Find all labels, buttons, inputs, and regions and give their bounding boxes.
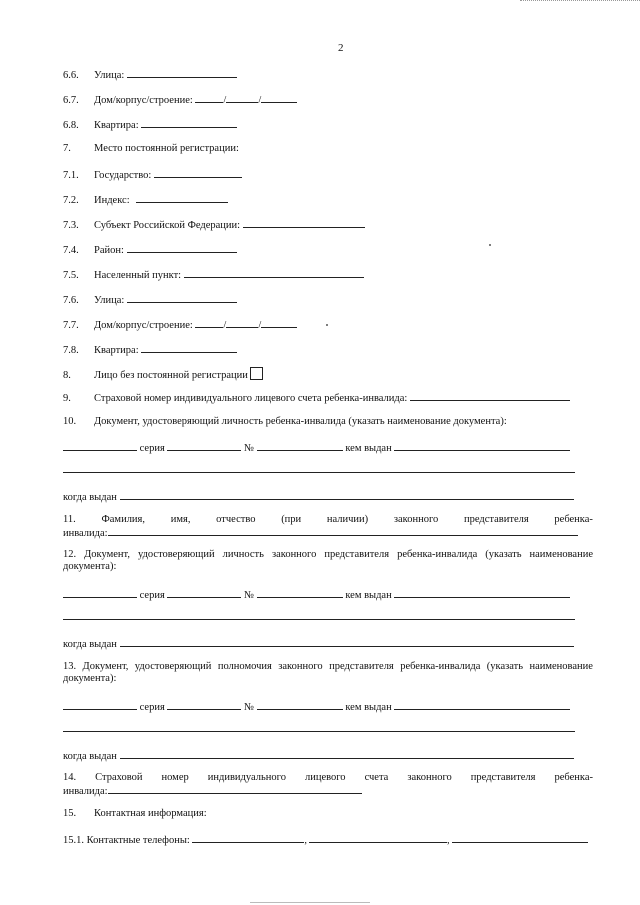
settlement-input-line[interactable] xyxy=(184,268,364,278)
representative-document-issued-when-row xyxy=(63,637,574,651)
item-number: 6.6. xyxy=(63,70,79,81)
comma: , xyxy=(304,835,308,846)
building-input-line[interactable] xyxy=(226,93,258,103)
word: законного xyxy=(278,661,323,672)
field-label: Лицо без постоянной регистрации xyxy=(94,370,248,381)
series-label: серия xyxy=(139,702,165,713)
wrapped-line xyxy=(63,526,593,540)
issued-by-label: кем выдан xyxy=(345,443,392,454)
number-label: № xyxy=(244,702,255,713)
series-label: серия xyxy=(139,590,165,601)
field-label: Страховой номер индивидуального лицевого счета ребенка-инвалида: xyxy=(94,393,408,404)
continuation-input-line[interactable] xyxy=(63,472,575,473)
field-7-6-street xyxy=(63,293,237,307)
issued-when-input-line[interactable] xyxy=(120,490,574,500)
issued-when-input-line[interactable] xyxy=(120,749,574,759)
district-input-line[interactable] xyxy=(127,243,237,253)
field-label: Дом/корпус/строение: xyxy=(94,95,193,106)
section-label: Место постоянной регистрации: xyxy=(94,143,239,154)
document-name-input-line[interactable] xyxy=(63,700,137,710)
house-input-line[interactable] xyxy=(195,318,223,328)
field-7-7-house xyxy=(63,318,297,332)
item-number: 7.8. xyxy=(63,345,79,356)
item-number: 7.6. xyxy=(63,295,79,306)
issued-by-label: кем выдан xyxy=(345,702,392,713)
word: (при xyxy=(281,514,302,525)
field-15-1-phones xyxy=(63,833,588,847)
slash: / xyxy=(223,95,227,106)
scan-speck xyxy=(326,324,328,326)
wrapped-line: документа): xyxy=(63,673,117,684)
field-label: Документ, удостоверяющий личность ребенка-инвалида (указать наименование документа): xyxy=(94,416,507,427)
index-input-line[interactable] xyxy=(136,193,228,203)
field-7-8-apartment xyxy=(63,343,237,357)
field-7-4-district xyxy=(63,243,237,257)
issued-when-input-line[interactable] xyxy=(120,637,574,647)
series-input-line[interactable] xyxy=(167,441,241,451)
phone-3-input-line[interactable] xyxy=(452,833,588,843)
phone-1-input-line[interactable] xyxy=(192,833,304,843)
wrapped-line xyxy=(63,784,593,798)
word: лицевого xyxy=(304,772,346,783)
issued-when-label: когда выдан xyxy=(63,492,117,503)
field-label: Квартира: xyxy=(94,120,139,131)
street-input-line[interactable] xyxy=(127,68,237,78)
field-6-6-street xyxy=(63,68,237,82)
number-label: № xyxy=(244,590,255,601)
word: законного xyxy=(271,549,317,560)
word: представителя xyxy=(470,772,536,783)
word: Документ, xyxy=(82,661,129,672)
field-13-representative-authority-document xyxy=(63,661,593,685)
field-12-representative-id-document xyxy=(63,549,593,573)
issued-by-input-line[interactable] xyxy=(394,588,570,598)
item-number: 6.7. xyxy=(63,95,79,106)
section-15-contacts xyxy=(63,808,207,820)
item-number: 9. xyxy=(63,393,71,404)
field-label: инвалида: xyxy=(63,528,108,539)
word: Страховой xyxy=(95,772,143,783)
word: (указать xyxy=(485,549,522,560)
comma: , xyxy=(447,835,450,846)
item-number: 12. xyxy=(63,549,77,560)
bottom-edge-mark xyxy=(250,902,370,903)
representative-name-input-line[interactable] xyxy=(108,526,578,536)
field-label: Субъект Российской Федерации: xyxy=(94,220,241,231)
word: ребенка- xyxy=(554,514,593,525)
word: (указать xyxy=(486,661,524,672)
item-number: 7.7. xyxy=(63,320,79,331)
field-7-5-settlement xyxy=(63,268,364,282)
field-label: Государство: xyxy=(94,170,152,181)
issued-when-label: когда выдан xyxy=(63,639,117,650)
issued-by-label: кем выдан xyxy=(345,590,392,601)
field-label: Дом/корпус/строение: xyxy=(94,320,193,331)
item-number: 6.8. xyxy=(63,120,79,131)
word: Фамилия, xyxy=(101,514,146,525)
word: наличии) xyxy=(326,514,369,525)
word: индивидуального xyxy=(207,772,286,783)
word: законного xyxy=(407,772,452,783)
issued-when-label: когда выдан xyxy=(63,751,117,762)
document-name-input-line[interactable] xyxy=(63,441,137,451)
number-input-line[interactable] xyxy=(257,441,343,451)
child-document-issued-when-row xyxy=(63,490,574,504)
justified-line xyxy=(63,549,593,561)
word: отчество xyxy=(216,514,256,525)
word: ребенка-инвалида xyxy=(397,549,478,560)
no-registration-checkbox[interactable] xyxy=(250,367,263,380)
justified-line xyxy=(63,772,593,784)
wrapped-line: документа): xyxy=(63,561,117,572)
field-14-snils-representative xyxy=(63,772,593,798)
child-document-details-row xyxy=(63,441,570,455)
street-input-line[interactable] xyxy=(127,293,237,303)
field-10-child-id-document xyxy=(63,416,507,428)
house-input-line[interactable] xyxy=(195,93,223,103)
page-number: 2 xyxy=(338,42,344,54)
authority-document-issued-when-row xyxy=(63,749,574,763)
top-edge-mark xyxy=(520,0,640,1)
item-number: 11. xyxy=(63,514,76,525)
structure-input-line[interactable] xyxy=(261,318,297,328)
snils-representative-input-line[interactable] xyxy=(108,784,362,794)
series-label: серия xyxy=(139,443,165,454)
field-label: 15.1. Контактные телефоны: xyxy=(63,835,190,846)
section-7-registration xyxy=(63,143,239,155)
continuation-input-line[interactable] xyxy=(63,619,575,620)
series-input-line[interactable] xyxy=(167,588,241,598)
field-label: Улица: xyxy=(94,295,125,306)
item-number: 7.4. xyxy=(63,245,79,256)
scan-speck xyxy=(489,244,491,246)
field-9-snils-child xyxy=(63,391,570,405)
word: ребенка- xyxy=(554,772,593,783)
field-label: Индекс: xyxy=(94,195,130,206)
word: удостоверяющий xyxy=(137,549,215,560)
word: ребенка-инвалида xyxy=(400,661,481,672)
justified-line xyxy=(63,661,593,673)
word: представителя xyxy=(324,549,390,560)
number-input-line[interactable] xyxy=(257,588,343,598)
field-7-1-country xyxy=(63,168,242,182)
number-input-line[interactable] xyxy=(257,700,343,710)
item-number: 10. xyxy=(63,416,77,427)
field-7-3-region xyxy=(63,218,365,232)
slash: / xyxy=(223,320,227,331)
field-6-8-apartment xyxy=(63,118,237,132)
document-name-input-line[interactable] xyxy=(63,588,137,598)
continuation-input-line[interactable] xyxy=(63,731,575,732)
word: личность xyxy=(222,549,264,560)
series-input-line[interactable] xyxy=(167,700,241,710)
structure-input-line[interactable] xyxy=(261,93,297,103)
word: удостоверяющий xyxy=(134,661,212,672)
item-number: 7. xyxy=(63,143,71,154)
word: представителя xyxy=(329,661,394,672)
field-label: Квартира: xyxy=(94,345,139,356)
apartment-input-line[interactable] xyxy=(141,343,237,353)
item-number: 15. xyxy=(63,808,77,819)
phone-2-input-line[interactable] xyxy=(309,833,447,843)
authority-document-details-row xyxy=(63,700,570,714)
country-input-line[interactable] xyxy=(154,168,242,178)
number-label: № xyxy=(244,443,255,454)
field-label: Район: xyxy=(94,245,124,256)
item-number: 14. xyxy=(63,772,77,783)
word: полномочия xyxy=(217,661,272,672)
word: законного xyxy=(393,514,439,525)
item-number: 7.3. xyxy=(63,220,79,231)
field-11-representative-name xyxy=(63,514,593,540)
word: счета xyxy=(364,772,389,783)
field-7-2-index xyxy=(63,193,228,207)
item-number: 7.5. xyxy=(63,270,79,281)
issued-by-input-line[interactable] xyxy=(394,700,570,710)
word: наименование xyxy=(529,549,593,560)
item-number: 8. xyxy=(63,370,71,381)
representative-document-details-row xyxy=(63,588,570,602)
word: имя, xyxy=(170,514,191,525)
item-number: 7.1. xyxy=(63,170,79,181)
field-label: Населенный пункт: xyxy=(94,270,182,281)
word: Документ, xyxy=(84,549,130,560)
region-input-line[interactable] xyxy=(243,218,365,228)
section-label: Контактная информация: xyxy=(94,808,207,819)
field-label: Улица: xyxy=(94,70,125,81)
building-input-line[interactable] xyxy=(226,318,258,328)
word: наименование xyxy=(529,661,593,672)
word: номер xyxy=(161,772,189,783)
item-number: 13. xyxy=(63,661,77,672)
snils-child-input-line[interactable] xyxy=(410,391,570,401)
item-number: 7.2. xyxy=(63,195,79,206)
apartment-input-line[interactable] xyxy=(141,118,237,128)
word: представителя xyxy=(464,514,529,525)
slash: / xyxy=(258,95,262,106)
issued-by-input-line[interactable] xyxy=(394,441,570,451)
field-label: инвалида: xyxy=(63,786,108,797)
field-8-no-registration xyxy=(63,367,263,382)
justified-line xyxy=(63,514,593,526)
field-6-7-house xyxy=(63,93,297,107)
slash: / xyxy=(258,320,262,331)
